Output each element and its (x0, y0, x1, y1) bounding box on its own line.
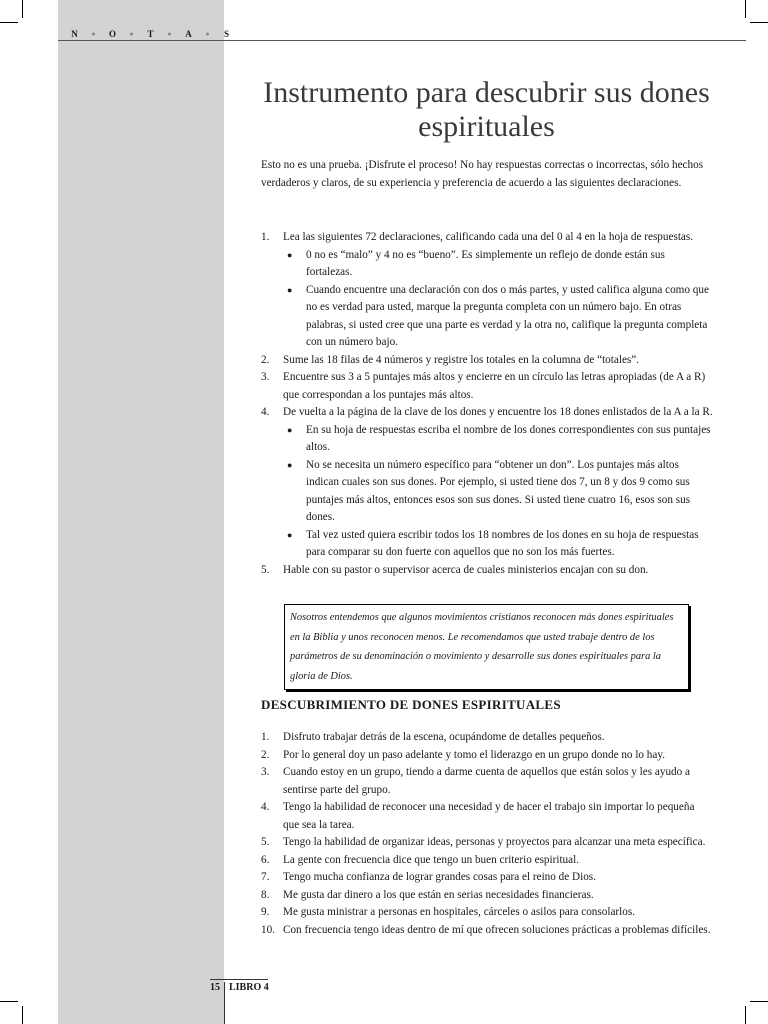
crop-mark (0, 1001, 18, 1002)
list-item: 1. Lea las siguientes 72 declaraciones, calificando cada una del 0 al 4 en la hoja de respuestas. (261, 231, 694, 243)
instructions-list (261, 229, 713, 579)
list-item: ● Cuando encuentre una declaración con dos o más partes, y usted califica alguna como que no es verdad para usted, marque la pregunta completa con un número bajo. En otras palabras, si usted cree que una parte es verdad y la otra no, califique la pregunta completa con un número bajo. (283, 282, 713, 352)
list-item: 3. Cuando estoy en un grupo, tiendo a darme cuenta de aquellos que están solos y les ayudo a sentirse parte del grupo. (261, 766, 690, 796)
crop-mark (22, 0, 23, 18)
list-item: ● En su hoja de respuestas escriba el nombre de los dones correspondientes con sus puntajes altos. (283, 422, 713, 457)
page-footer (210, 982, 269, 993)
intro-paragraph: Esto no es una prueba. ¡Disfrute el proceso! No hay respuestas correctas o incorrectas, sólo hechos verdaderos y claros, de su experiencia y preferencia de acuerdo a las siguientes declaraciones. (261, 159, 704, 189)
list-item: 8. Me gusta dar dinero a los que están en serias necesidades financieras. (261, 888, 594, 901)
list-item: ● 0 no es “malo” y 4 no es “bueno”. Es simplemente un reflejo de donde están sus fortalezas. (283, 247, 713, 282)
list-item: 10. Con frecuencia tengo ideas dentro de mí que ofrecen soluciones prácticas a problemas difíciles. (261, 923, 711, 936)
crop-mark (750, 22, 768, 23)
list-item: 3. Encuentre sus 3 a 5 puntajes más altos y encierre en un círculo las letras apropiadas (de A a R) que correspondan a los puntajes más altos. (261, 371, 706, 401)
list-item: 9. Me gusta ministrar a personas en hospitales, cárceles o asilos para consolarlos. (261, 906, 635, 918)
list-item: 4. Tengo la habilidad de reconocer una necesidad y de hacer el trabajo sin importar lo pequeña que sea la tarea. (261, 801, 695, 831)
list-item: 6. La gente con frecuencia dice que tengo un buen criterio espiritual. (261, 853, 580, 866)
list-item: 4. De vuelta a la página de la clave de los dones y encuentre los 18 dones enlistados de la A a la R. (261, 406, 713, 418)
crop-mark (750, 1001, 768, 1002)
note-box: Nosotros entendemos que algunos movimientos cristianos reconocen más dones espirituales en la Biblia y unos reconocen menos. Le recomendamos que usted trabaje dentro de los parámetros de su denominación o movimiento y desarrolle sus dones espirituales para la gloria de Dios. (284, 604, 689, 690)
header-rule (58, 40, 746, 41)
footer-rule (210, 979, 268, 980)
crop-mark (0, 22, 18, 23)
list-item: 2. Por lo general doy un paso adelante y tomo el liderazgo en un grupo donde no lo hay. (261, 748, 666, 761)
section-heading: DESCUBRIMIENTO DE DONES ESPIRITUALES (261, 697, 561, 712)
book-label: LIBRO 4 (229, 982, 269, 993)
list-item: ● Tal vez usted quiera escribir todos los 18 nombres de los dones en su hoja de respuestas para comparar su don fuerte con aquellos que no son los más fuertes. (283, 527, 713, 562)
page-title: Instrumento para descubrir sus dones espirituales (263, 76, 710, 143)
list-item: 5. Tengo la habilidad de organizar ideas, personas y proyectos para alcanzar una meta específica. (261, 836, 706, 848)
list-item: 1. Disfruto trabajar detrás de la escena, ocupándome de detalles pequeños. (261, 731, 605, 743)
list-item: 2. Sume las 18 filas de 4 números y registre los totales en la columna de “totales”. (261, 353, 640, 366)
notes-sidebar (58, 0, 224, 1024)
crop-mark (745, 0, 746, 18)
sub-list (261, 247, 713, 352)
footer-divider (224, 990, 225, 1024)
crop-mark (745, 1006, 746, 1024)
sub-list (261, 422, 713, 562)
list-item: 7. Tengo mucha confianza de lograr grandes cosas para el reino de Dios. (261, 871, 596, 883)
list-item: 5. Hable con su pastor o supervisor acerca de cuales ministerios encajan con su don. (261, 563, 649, 576)
notas-label: N ● O ● T ● A ● S (71, 29, 229, 39)
page-number: 15 (210, 982, 225, 993)
crop-mark (22, 1006, 23, 1024)
declarations-list (261, 729, 713, 939)
list-item: ● No se necesita un número específico para “obtener un don”. Los puntajes más altos indican cuales son sus dones. Por ejemplo, si usted tiene dos 7, un 8 y dos 9 como sus puntajes más altos, entonces esos son sus dones. Si usted tiene cuatro 16, esos son sus dones. (283, 457, 713, 527)
